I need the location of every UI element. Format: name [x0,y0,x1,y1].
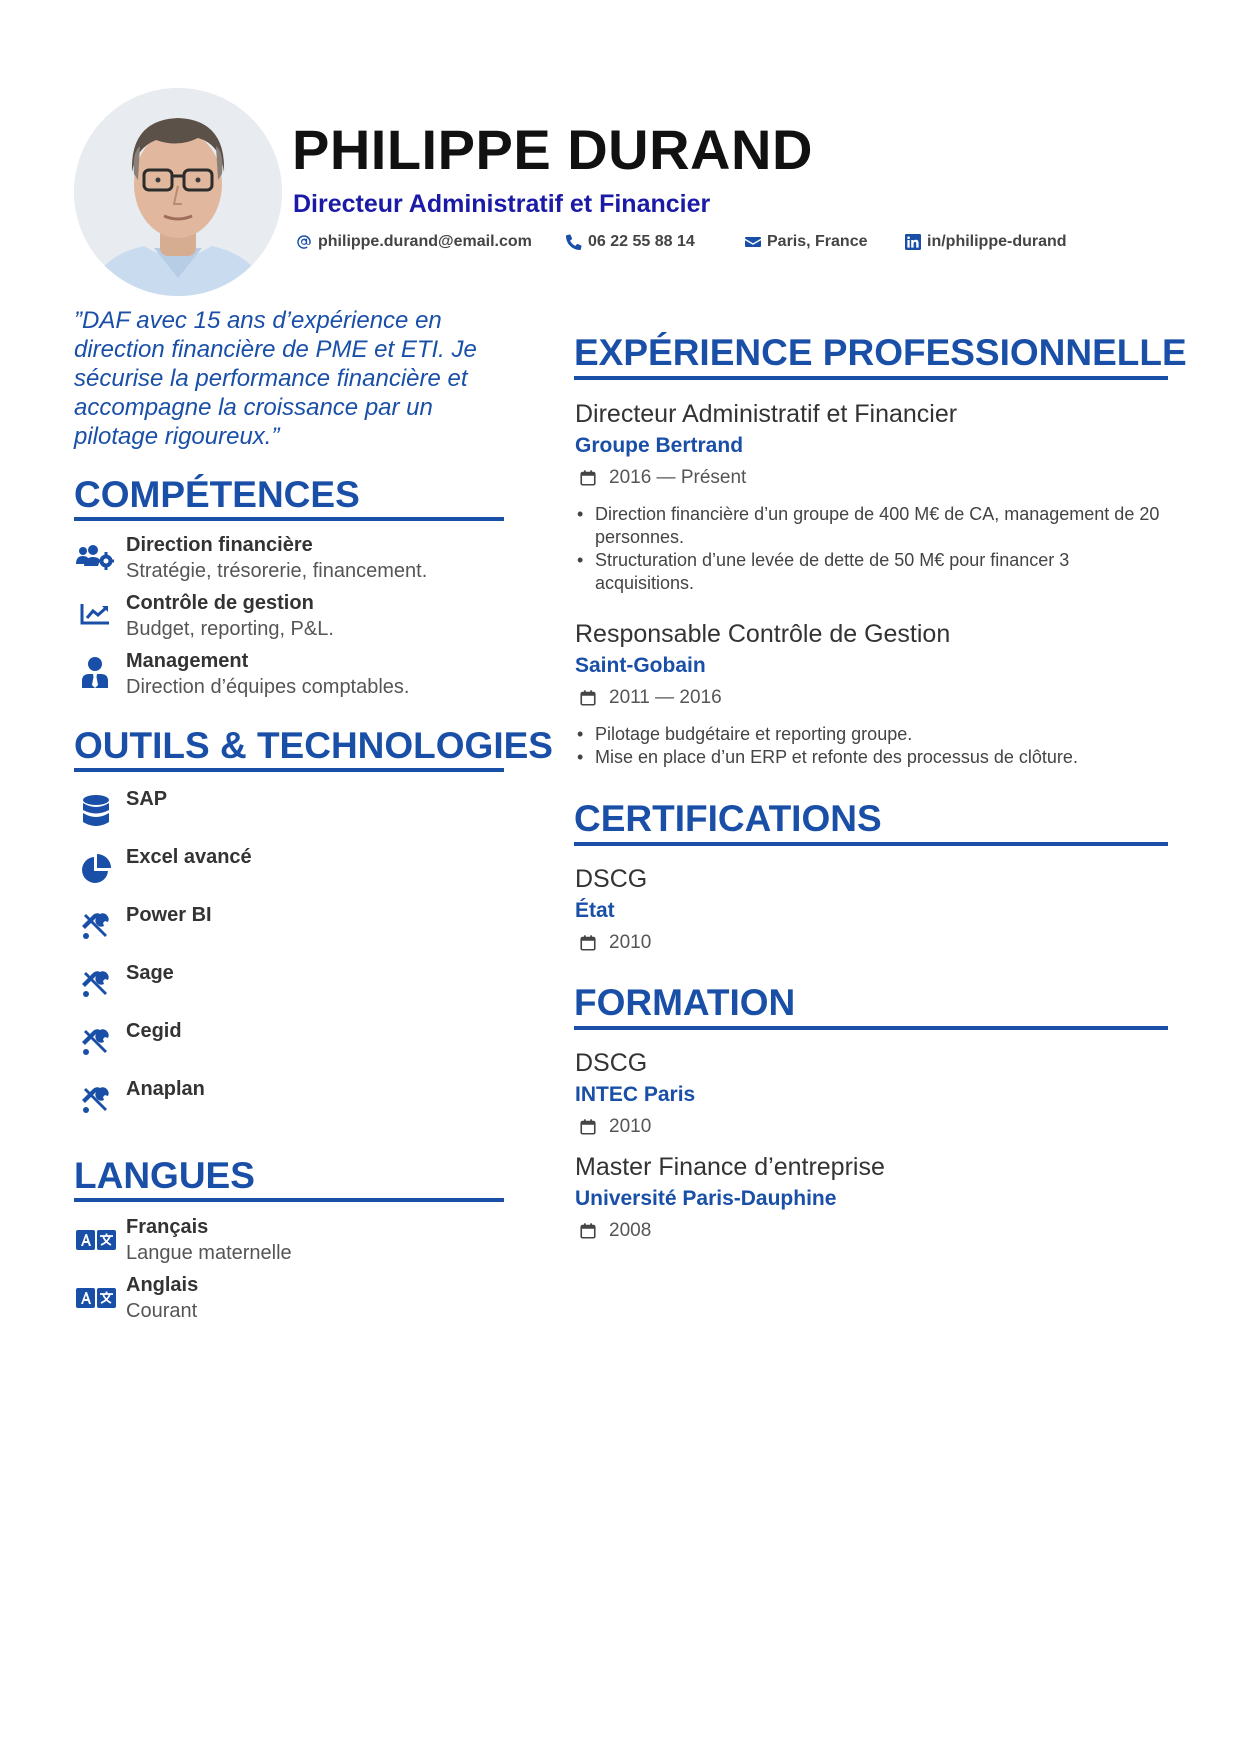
degree-date [579,1116,651,1138]
tools-icon [80,1026,112,1063]
contact-location [745,230,868,254]
skills-section-title: COMPÉTENCES [74,474,360,515]
profile-photo [74,88,282,296]
list-item: • Direction financière d’un groupe de 400 M€ de CA, management de 20 personnes. [575,503,1169,549]
job-achievements [575,723,1169,769]
candidate-name: PHILIPPE DURAND [292,118,813,181]
language-level: Langue maternelle [126,1242,292,1264]
tool-label: Power BI [126,904,212,926]
language-icon [76,1228,116,1257]
skill-title: Contrôle de gestion [126,592,314,614]
job-dates-text: 2016 — Présent [609,467,747,488]
tools-section-rule [74,768,504,772]
language-name: Anglais [126,1274,199,1296]
language-level: Courant [126,1300,198,1322]
contact-phone-text: 06 22 55 88 14 [588,233,695,250]
calendar-icon [579,934,597,952]
certification-issuer: État [575,899,615,922]
degree-title: DSCG [575,1049,648,1077]
job-company: Saint-Gobain [575,654,706,677]
skill-description: Direction d’équipes comptables. [126,676,410,698]
contact-email[interactable] [296,230,532,254]
education-section-title: FORMATION [574,982,796,1023]
job-title: Directeur Administratif et Financier [575,400,958,428]
profile-summary: ”DAF avec 15 ans d’expérience en direction financière de PME et ETI. Je sécurise la performance financière et accompagne la croissance par un pilotage rigoureux.” [74,307,477,450]
tools-icon [80,910,112,947]
education-section-rule [574,1026,1168,1030]
certification-title: DSCG [575,865,648,893]
job-title: Responsable Contrôle de Gestion [575,620,951,648]
contact-linkedin[interactable] [905,230,1067,254]
experience-section-rule [574,376,1168,380]
language-icon [76,1286,116,1315]
contact-location-text: Paris, France [767,233,868,250]
skills-section-rule [74,517,504,521]
pie-chart-icon [80,853,112,890]
contact-linkedin-text: in/philippe-durand [927,233,1067,250]
list-item: • Pilotage budgétaire et reporting groupe. [575,723,1169,746]
skill-description: Budget, reporting, P&L. [126,618,334,640]
linkedin-icon [905,234,921,250]
skill-title: Management [126,650,249,672]
degree-title: Master Finance d’entreprise [575,1153,885,1181]
tool-label: SAP [126,788,168,810]
languages-section-title: LANGUES [74,1155,255,1196]
degree-date-text: 2010 [609,1116,652,1137]
school-name: INTEC Paris [575,1083,696,1106]
certification-date-text: 2010 [609,932,652,953]
user-tie-icon [82,656,108,693]
list-item: • Structuration d’une levée de dette de 50 M€ pour financer 3 acquisitions. [575,549,1169,595]
tool-label: Cegid [126,1020,182,1042]
list-item: • Mise en place d’un ERP et refonte des processus de clôture. [575,746,1169,769]
skill-description: Stratégie, trésorerie, financement. [126,560,428,582]
job-dates-text: 2011 — 2016 [609,687,722,708]
tool-label: Sage [126,962,174,984]
experience-section-title: EXPÉRIENCE PROFESSIONNELLE [574,332,1187,373]
job-dates [579,467,746,489]
candidate-role: Directeur Administratif et Financier [293,190,711,218]
certifications-section-rule [574,842,1168,846]
tool-label: Anaplan [126,1078,205,1100]
database-icon [82,795,110,832]
phone-icon [566,234,582,250]
calendar-icon [579,1118,597,1136]
calendar-icon [579,1222,597,1240]
school-name: Université Paris-Dauphine [575,1187,837,1210]
languages-section-rule [74,1198,504,1202]
contact-email-text: philippe.durand@email.com [318,233,532,250]
certifications-section-title: CERTIFICATIONS [574,798,882,839]
job-achievements [575,503,1169,595]
job-company: Groupe Bertrand [575,434,744,457]
tools-section-title: OUTILS & TECHNOLOGIES [74,725,553,766]
degree-date-text: 2008 [609,1220,652,1241]
certification-date [579,932,651,954]
calendar-icon [579,469,597,487]
tools-icon [80,1084,112,1121]
envelope-icon [745,234,761,250]
contact-phone[interactable] [566,230,695,254]
skill-title: Direction financière [126,534,313,556]
at-icon [296,234,312,250]
users-gear-icon [76,544,114,575]
language-name: Français [126,1216,209,1238]
tool-label: Excel avancé [126,846,252,868]
degree-date [579,1220,651,1242]
job-dates [579,687,722,709]
calendar-icon [579,689,597,707]
chart-line-icon [80,602,110,631]
tools-icon [80,968,112,1005]
